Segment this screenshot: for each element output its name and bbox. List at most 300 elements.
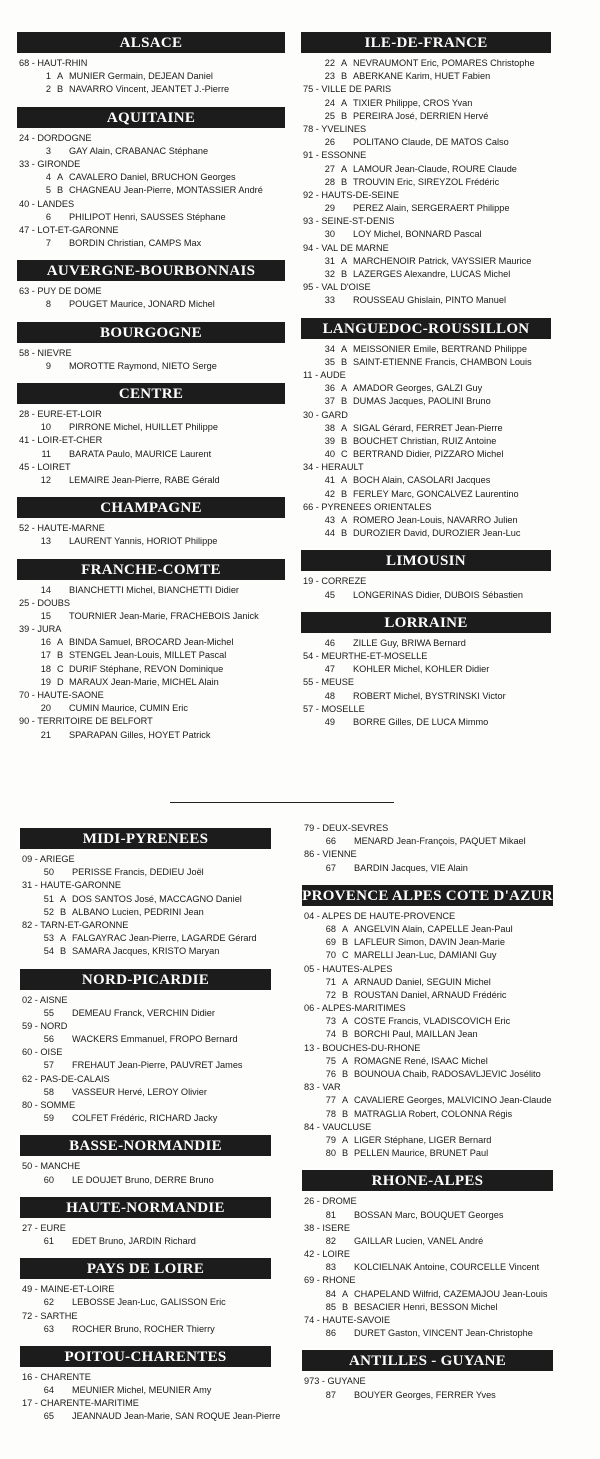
entry-row <box>20 1086 271 1099</box>
entry-number: 23 <box>324 71 335 82</box>
entry-names: BOSSAN Marc, BOUQUET Georges <box>354 1209 504 1220</box>
entry-letter: A <box>341 515 348 525</box>
entry-letter: B <box>57 650 64 661</box>
entry-letter: B <box>342 1301 349 1312</box>
department-label: 52 - HAUTE-MARNE <box>19 523 105 534</box>
entry-names: PEREIRA José, DERRIEN Hervé <box>353 110 489 121</box>
entry-letter: B <box>342 1108 349 1119</box>
entry-names: SIGAL Gérard, FERRET Jean-Pierre <box>353 422 503 433</box>
region-header: PAYS DE LOIRE <box>20 1258 271 1279</box>
entry-number: 68 <box>325 923 336 934</box>
entry-number: 40 <box>324 449 335 460</box>
entry-row <box>302 1389 553 1402</box>
entry-letter: A <box>342 1016 349 1027</box>
entry-row <box>20 906 271 919</box>
section-divider <box>170 802 394 803</box>
entry-number: 70 <box>325 950 336 961</box>
department-label: 34 - HERAULT <box>303 462 364 473</box>
entry-number: 47 <box>324 664 335 675</box>
entry-letter: A <box>57 172 64 183</box>
department-label: 83 - VAR <box>304 1082 341 1093</box>
entry-letter: A <box>342 1055 349 1066</box>
region-block <box>20 969 271 1126</box>
entry-names: ABERKANE Karim, HUET Fabien <box>353 71 491 82</box>
entry-names: WACKERS Emmanuel, FROPO Bernard <box>72 1034 238 1045</box>
entry-names: LAFLEUR Simon, DAVIN Jean-Marie <box>354 937 505 948</box>
entry-number: 41 <box>324 475 335 486</box>
entry-number: 81 <box>325 1209 336 1220</box>
region-block <box>17 559 285 742</box>
entry-row <box>302 1015 553 1028</box>
department-label: 50 - MANCHE <box>22 1161 81 1172</box>
region-header: ANTILLES - GUYANE <box>302 1350 553 1371</box>
department-label: 70 - HAUTE-SAONE <box>19 690 104 700</box>
entry-names: NAVARRO Vincent, JEANTET J.-Pierre <box>69 84 230 95</box>
entry-names: DURET Gaston, VINCENT Jean-Christophe <box>354 1328 533 1339</box>
entry-number: 42 <box>324 488 335 499</box>
region-header: LORRAINE <box>301 612 551 633</box>
region-block <box>20 1346 281 1424</box>
entry-names: BORCHI Paul, MAILLAN Jean <box>354 1029 478 1040</box>
region-block <box>302 1170 553 1340</box>
region-header: ILE-DE-FRANCE <box>301 32 551 53</box>
entry-number: 67 <box>325 862 336 873</box>
entry-names: BARATA Paulo, MAURICE Laurent <box>69 448 212 459</box>
region-header: POITOU-CHARENTES <box>20 1346 271 1367</box>
entry-row <box>20 866 271 879</box>
entry-names: BOUNOUA Chaib, RADOSAVLJEVIC Josélito <box>354 1069 541 1079</box>
region-header: RHONE-ALPES <box>302 1170 553 1191</box>
entry-row <box>302 1288 553 1301</box>
entry-letter: B <box>341 396 348 407</box>
department-label: 19 - CORREZE <box>303 576 367 587</box>
department-label: 38 - ISERE <box>304 1222 350 1233</box>
entry-row <box>20 1323 271 1336</box>
entry-letter: A <box>60 893 67 904</box>
entry-row <box>301 294 551 307</box>
region-block <box>17 107 285 251</box>
entry-names: BOUCHET Christian, RUIZ Antoine <box>353 435 497 446</box>
entry-number: 84 <box>325 1288 336 1299</box>
department-label: 24 - DORDOGNE <box>19 132 92 143</box>
entry-row <box>301 514 551 527</box>
entry-letter: B <box>341 110 348 121</box>
entry-number: 3 <box>45 145 51 156</box>
entry-names: ZILLE Guy, BRIWA Bernard <box>353 637 466 648</box>
entry-letter: B <box>341 71 348 82</box>
entry-row <box>301 382 551 395</box>
entry-letter: A <box>341 255 348 266</box>
department-label: 45 - LOIRET <box>19 461 71 472</box>
entry-letter: B <box>342 989 349 1000</box>
entry-row <box>17 184 285 197</box>
entry-row <box>20 1007 271 1020</box>
entry-row <box>17 211 285 224</box>
entry-number: 48 <box>324 690 335 701</box>
entry-letter: A <box>341 58 348 68</box>
department-label: 95 - VAL D'OISE <box>303 282 371 293</box>
entry-row <box>17 636 285 649</box>
department-label: 79 - DEUX-SEVRES <box>304 823 389 833</box>
department-label: 39 - JURA <box>19 624 62 635</box>
department-label: 28 - EURE-ET-LOIR <box>19 409 102 419</box>
entry-letter: C <box>341 449 348 460</box>
entry-names: LONGERINAS Didier, DUBOIS Sébastien <box>353 589 524 600</box>
entry-letter: A <box>57 71 64 82</box>
department-label: 78 - YVELINES <box>303 123 367 134</box>
entry-number: 18 <box>40 663 51 674</box>
entry-row <box>301 435 551 448</box>
entry-names: MEISSONIER Emile, BERTRAND Philippe <box>353 343 527 354</box>
region-block <box>17 383 285 487</box>
entry-number: 80 <box>325 1148 336 1159</box>
entry-names: JEANNAUD Jean-Marie, SAN ROQUE Jean-Pierre <box>72 1411 281 1422</box>
entry-names: BERTRAND Didier, PIZZARO Michel <box>353 449 504 460</box>
entry-row <box>302 989 553 1002</box>
entry-row <box>17 663 285 676</box>
department-label: 16 - CHARENTE <box>22 1371 91 1382</box>
entry-names: KOHLER Michel, KOHLER Didier <box>353 664 490 675</box>
entry-row <box>302 1209 553 1222</box>
department-label: 93 - SEINE-ST-DENIS <box>303 216 395 227</box>
entry-row <box>17 83 285 96</box>
entry-names: CUMIN Maurice, CUMIN Eric <box>69 703 188 714</box>
region-block <box>20 1135 271 1186</box>
entry-names: DEMEAU Franck, VERCHIN Didier <box>72 1007 215 1018</box>
entry-names: LAURENT Yannis, HORIOT Philippe <box>69 536 218 547</box>
entry-names: ARNAUD Daniel, SEGUIN Michel <box>354 976 491 987</box>
department-label: 58 - NIEVRE <box>19 347 72 358</box>
entry-number: 53 <box>43 933 54 944</box>
entry-letter: A <box>342 1095 349 1106</box>
entry-names: MARCHENOIR Patrick, VAYSSIER Maurice <box>353 255 532 266</box>
entry-letter: A <box>341 475 348 486</box>
entry-number: 27 <box>324 163 335 174</box>
entry-number: 43 <box>324 515 335 525</box>
entry-names: PERISSE Francis, DEDIEU Joël <box>72 867 204 878</box>
department-label: 84 - VAUCLUSE <box>304 1121 372 1132</box>
entry-number: 87 <box>325 1389 336 1400</box>
region-block <box>301 318 551 541</box>
entry-number: 62 <box>43 1297 54 1308</box>
entry-row <box>301 663 551 676</box>
region-block <box>302 885 553 1161</box>
entry-row <box>17 535 285 548</box>
entry-number: 65 <box>43 1411 54 1422</box>
entry-row <box>302 1134 553 1147</box>
region-block <box>17 32 285 97</box>
entry-number: 38 <box>324 422 335 433</box>
region-header: MIDI-PYRENEES <box>20 828 271 849</box>
department-label: 04 - ALPES DE HAUTE-PROVENCE <box>304 910 456 921</box>
entry-names: SAINT-ETIENNE Francis, CHAMBON Louis <box>353 356 532 367</box>
entry-row <box>301 176 551 189</box>
entry-row <box>301 343 551 356</box>
entry-number: 34 <box>324 343 335 354</box>
entry-number: 77 <box>325 1095 336 1106</box>
entry-letter: D <box>57 676 64 687</box>
entry-number: 56 <box>43 1034 54 1045</box>
entry-names: CHAPELAND Wilfrid, CAZEMAJOU Jean-Louis <box>354 1288 548 1299</box>
entry-names: LAZERGES Alexandre, LUCAS Michel <box>353 269 511 279</box>
entry-letter: A <box>341 383 348 394</box>
entry-number: 86 <box>325 1328 336 1339</box>
region-block <box>20 828 271 959</box>
entry-names: COSTE Francis, VLADISCOVICH Eric <box>354 1016 511 1027</box>
entry-row <box>17 421 285 434</box>
continued-block <box>302 822 553 875</box>
entry-names: MOROTTE Raymond, NIETO Serge <box>69 360 217 371</box>
entry-row <box>301 448 551 461</box>
entry-number: 6 <box>45 211 51 222</box>
entry-letter: B <box>342 937 349 948</box>
top-right-column <box>301 32 551 739</box>
entry-names: MARELLI Jean-Luc, DAMIANI Guy <box>354 950 497 961</box>
department-label: 63 - PUY DE DOME <box>19 286 102 297</box>
department-label: 17 - CHARENTE-MARITIME <box>22 1398 139 1409</box>
bottom-right-column <box>302 822 553 1412</box>
entry-names: MUNIER Germain, DEJEAN Daniel <box>69 71 213 82</box>
region-block <box>301 32 551 308</box>
entry-names: BOUYER Georges, FERRER Yves <box>354 1389 496 1400</box>
entry-row <box>20 893 271 906</box>
department-label: 06 - ALPES-MARITIMES <box>304 1003 406 1014</box>
entry-row <box>302 1301 553 1314</box>
entry-row <box>17 649 285 662</box>
entry-number: 5 <box>45 185 51 196</box>
department-label: 74 - HAUTE-SAVOIE <box>304 1315 391 1325</box>
entry-row <box>17 474 285 487</box>
department-label: 30 - GARD <box>303 409 348 420</box>
entry-names: ALBANO Lucien, PEDRINI Jean <box>72 906 204 917</box>
entry-number: 21 <box>40 729 51 740</box>
entry-names: MARAUX Jean-Marie, MICHEL Alain <box>69 676 219 687</box>
entry-row <box>20 932 271 945</box>
entry-number: 63 <box>43 1323 54 1334</box>
entry-names: DUMAS Jacques, PAOLINI Bruno <box>353 396 491 407</box>
entry-number: 25 <box>324 110 335 121</box>
entry-number: 49 <box>324 716 335 727</box>
entry-names: BESACIER Henri, BESSON Michel <box>354 1301 498 1312</box>
entry-letter: B <box>60 946 67 957</box>
department-label: 59 - NORD <box>22 1020 68 1031</box>
entry-row <box>301 110 551 123</box>
entry-number: 83 <box>325 1262 336 1273</box>
entry-row <box>301 255 551 268</box>
entry-number: 31 <box>324 255 335 266</box>
entry-row <box>20 1174 271 1187</box>
entry-number: 7 <box>45 238 51 249</box>
region-header: BOURGOGNE <box>17 322 285 343</box>
entry-number: 4 <box>45 172 51 183</box>
entry-row <box>17 298 285 311</box>
department-label: 02 - AISNE <box>22 994 68 1005</box>
department-label: 42 - LOIRE <box>304 1249 350 1260</box>
entry-row <box>17 584 285 597</box>
entry-number: 1 <box>45 71 51 82</box>
entry-row <box>301 202 551 215</box>
entry-row <box>301 690 551 703</box>
entry-number: 35 <box>324 356 335 367</box>
department-label: 80 - SOMME <box>22 1100 76 1110</box>
entry-names: ROMAGNE René, ISAAC Michel <box>354 1055 488 1066</box>
department-label: 75 - VILLE DE PARIS <box>303 84 392 95</box>
department-label: 82 - TARN-ET-GARONNE <box>22 919 129 930</box>
entry-names: AMADOR Georges, GALZI Guy <box>353 383 483 394</box>
entry-row <box>301 589 551 602</box>
entry-letter: A <box>60 933 67 944</box>
entry-number: 58 <box>43 1086 54 1097</box>
entry-number: 32 <box>324 269 335 279</box>
entry-letter: A <box>341 163 348 174</box>
department-label: 40 - LANDES <box>19 198 75 209</box>
entry-row <box>17 237 285 250</box>
entry-row <box>302 1028 553 1041</box>
entry-letter: B <box>342 1148 349 1159</box>
entry-letter: B <box>57 185 64 196</box>
entry-number: 79 <box>325 1134 336 1145</box>
entry-names: SPARAPAN Gilles, HOYET Patrick <box>69 729 211 740</box>
entry-letter: C <box>57 663 64 674</box>
region-header: AQUITAINE <box>17 107 285 128</box>
region-header: LIMOUSIN <box>301 550 551 571</box>
entry-number: 60 <box>43 1174 54 1185</box>
entry-number: 66 <box>325 836 336 847</box>
entry-number: 46 <box>324 637 335 648</box>
entry-names: FERLEY Marc, GONCALVEZ Laurentino <box>353 488 519 499</box>
entry-names: COLFET Frédéric, RICHARD Jacky <box>72 1113 218 1124</box>
entry-names: BARDIN Jacques, VIE Alain <box>354 862 468 873</box>
entry-names: LEBOSSE Jean-Luc, GALISSON Eric <box>72 1297 226 1308</box>
entry-row <box>17 70 285 83</box>
entry-names: TROUVIN Eric, SIREYZOL Frédéric <box>353 176 500 187</box>
entry-letter: B <box>341 435 348 446</box>
entry-row <box>301 70 551 83</box>
entry-names: BORDIN Christian, CAMPS Max <box>69 238 202 249</box>
entry-row <box>301 57 551 70</box>
entry-number: 55 <box>43 1007 54 1018</box>
entry-names: POLITANO Claude, DE MATOS Calso <box>353 137 509 148</box>
entry-names: MENARD Jean-François, PAQUET Mikael <box>354 836 526 847</box>
entry-names: LOY Michel, BONNARD Pascal <box>353 229 482 240</box>
entry-number: 44 <box>324 528 335 539</box>
region-block <box>17 497 285 548</box>
entry-names: PIRRONE Michel, HUILLET Philippe <box>69 422 218 433</box>
entry-row <box>20 1384 271 1397</box>
entry-number: 76 <box>325 1069 336 1079</box>
entry-row <box>302 936 553 949</box>
entry-number: 45 <box>324 589 335 600</box>
entry-names: FREHAUT Jean-Pierre, PAUVRET James <box>72 1060 243 1071</box>
entry-names: TIXIER Philippe, CROS Yvan <box>353 97 473 108</box>
entry-number: 19 <box>40 676 51 687</box>
entry-letter: B <box>341 269 348 279</box>
entry-names: VASSEUR Hervé, LEROY Olivier <box>72 1086 207 1097</box>
entry-names: GAILLAR Lucien, VANEL André <box>354 1235 484 1246</box>
entry-names: NEVRAUMONT Eric, POMARES Christophe <box>353 58 535 68</box>
entry-number: 17 <box>40 650 51 661</box>
entry-number: 69 <box>325 937 336 948</box>
entry-row <box>301 474 551 487</box>
entry-number: 36 <box>324 383 335 394</box>
entry-row <box>301 356 551 369</box>
department-label: 60 - OISE <box>22 1047 63 1058</box>
entry-letter: B <box>341 176 348 187</box>
entry-names: DOS SANTOS José, MACCAGNO Daniel <box>72 893 242 904</box>
entry-row <box>302 949 553 962</box>
entry-letter: A <box>341 422 348 433</box>
entry-row <box>301 422 551 435</box>
entry-names: BOCH Alain, CASOLARI Jacques <box>353 475 491 486</box>
department-label: 66 - PYRENEES ORIENTALES <box>303 501 432 512</box>
entry-letter: A <box>342 1288 349 1299</box>
region-header: HAUTE-NORMANDIE <box>20 1197 271 1218</box>
region-block <box>17 322 285 373</box>
department-label: 31 - HAUTE-GARONNE <box>22 880 122 891</box>
entry-row <box>301 97 551 110</box>
department-label: 05 - HAUTES-ALPES <box>304 963 393 974</box>
entry-row <box>20 945 271 958</box>
entry-names: LE DOUJET Bruno, DERRE Bruno <box>72 1174 214 1185</box>
region-block <box>301 550 551 601</box>
region-header: ALSACE <box>17 32 285 53</box>
department-label: 54 - MEURTHE-ET-MOSELLE <box>303 650 428 661</box>
entry-number: 54 <box>43 946 54 957</box>
entry-letter: B <box>57 84 64 95</box>
department-label: 86 - VIENNE <box>304 849 357 860</box>
entry-row <box>17 360 285 373</box>
entry-number: 28 <box>324 176 335 187</box>
entry-number: 51 <box>43 893 54 904</box>
entry-row <box>20 1033 271 1046</box>
entry-number: 52 <box>43 906 54 917</box>
entry-names: DURIF Stéphane, REVON Dominique <box>69 663 224 674</box>
entry-names: KOLCIELNAK Antoine, COURCELLE Vincent <box>354 1262 540 1273</box>
entry-number: 85 <box>325 1301 336 1312</box>
entry-number: 37 <box>324 396 335 407</box>
department-label: 55 - MEUSE <box>303 677 355 688</box>
department-label: 973 - GUYANE <box>304 1376 366 1387</box>
entry-names: CHAGNEAU Jean-Pierre, MONTASSIER André <box>69 185 263 196</box>
entry-names: STENGEL Jean-Louis, MILLET Pascal <box>69 650 227 661</box>
entry-row <box>301 228 551 241</box>
region-header: AUVERGNE-BOURBONNAIS <box>17 260 285 281</box>
entry-row <box>301 488 551 501</box>
department-label: 49 - MAINE-ET-LOIRE <box>22 1284 115 1295</box>
entry-row <box>302 1068 553 1081</box>
region-block <box>302 1350 553 1401</box>
region-header: FRANCHE-COMTE <box>17 559 285 580</box>
entry-row <box>17 448 285 461</box>
entry-names: BORRE Gilles, DE LUCA Mimmo <box>353 716 489 727</box>
entry-letter: B <box>342 1069 349 1079</box>
entry-row <box>17 676 285 689</box>
entry-names: CAVALERO Daniel, BRUCHON Georges <box>69 172 236 183</box>
entry-letter: A <box>342 923 349 934</box>
entry-names: PELLEN Maurice, BRUNET Paul <box>354 1148 489 1159</box>
entry-number: 22 <box>324 58 335 68</box>
department-label: 91 - ESSONNE <box>303 150 367 161</box>
entry-row <box>302 1261 553 1274</box>
entry-letter: B <box>342 1029 349 1040</box>
entry-number: 59 <box>43 1113 54 1124</box>
entry-names: CAVALIERE Georges, MALVICINO Jean-Claude <box>354 1095 552 1106</box>
entry-number: 72 <box>325 989 336 1000</box>
entry-row <box>302 862 553 875</box>
department-label: 26 - DROME <box>304 1196 357 1207</box>
entry-letter: A <box>342 976 349 987</box>
region-header: LANGUEDOC-ROUSSILLON <box>301 318 551 339</box>
